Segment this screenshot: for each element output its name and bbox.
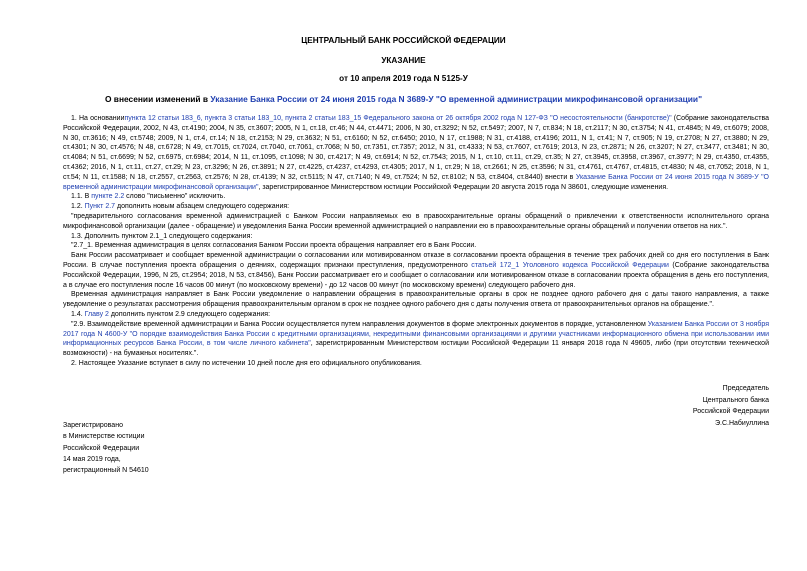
registration-line: Российской Федерации [63, 444, 140, 452]
p11-text-b: слово "письменно" исключить. [124, 193, 226, 201]
paragraph-1-3: 1.3. Дополнить пунктом 2.1_1 следующего содержания: [71, 232, 253, 240]
p1-law-link[interactable]: пункта 12 статьи 183_6, пункта 3 статьи 183_10, пункта 2 статьи 183_15 Федерального закона от 26 октября 2002 года N 127-ФЗ "О несостоятельности (банкротстве)" [124, 115, 672, 122]
doc-type-heading: УКАЗАНИЕ [381, 56, 426, 65]
paragraph-2: 2. Настоящее Указание вступает в силу по истечении 10 дней после дня его официального опубликования. [71, 359, 422, 367]
p14-text-a: 1.4. [71, 310, 85, 318]
registration-line: 14 мая 2019 года, [63, 455, 121, 463]
p14q-text-a: "2.9. Взаимодействие временной администрации и Банка России осуществляется путем направления документов в форме электронных документов в порядке, установленном [71, 320, 648, 328]
p14q-text-b: , зарегистрированным Министерством юстиции Российской Федерации 11 января 2018 года N 49605, либо (при отсутствии технической возможности) - на бумажных носителях.". [63, 340, 769, 358]
signature-line: Российской Федерации [692, 408, 769, 416]
registration-line: в Министерстве юстиции [63, 433, 145, 441]
paragraph-2-7-1-c: Временная администрация направляет в Банк России уведомление о направлении обращения в правоохранительные органы в срок не позднее одного рабочего дня с даты такого направления, а также уведомление о результатах рассмотрения обращения правоохранительным органом в срок не позднее одного рабочего дня с даты получения ответа от правоохранительных органов на обращение.". [63, 291, 769, 309]
doc-date-heading: от 10 апреля 2019 года N 5125-У [339, 74, 468, 83]
signature-block [693, 383, 769, 430]
p14-link[interactable]: Главу 2 [84, 310, 109, 318]
signature-line: Центрального банка [702, 396, 769, 404]
p12-text-a: 1.2. [71, 203, 85, 211]
registration-line: Зарегистрировано [63, 422, 123, 429]
bank-name-heading: ЦЕНТРАЛЬНЫЙ БАНК РОССИЙСКОЙ ФЕДЕРАЦИИ [301, 36, 506, 45]
title-link[interactable]: Указание Банка России от 24 июня 2015 года N 3689-У "О временной администрации микрофинансовой организации" [210, 94, 703, 104]
signature-line: Э.С.Набиуллина [714, 420, 769, 428]
paragraph-2-9 [63, 320, 769, 359]
paragraph-1-1 [63, 192, 769, 202]
document-title [40, 95, 767, 105]
p1-directive-link[interactable]: Указание Банка России от 24 июня 2015 года N 3689-У "О временной администрации микрофинансовой организации" [63, 173, 769, 191]
p1-text-c: , зарегистрированное Министерством юстиции Российской Федерации 20 августа 2015 года N 38601, следующие изменения. [258, 183, 669, 191]
paragraph-1 [63, 114, 769, 192]
paragraph-2-7-1-b [63, 251, 769, 290]
paragraph-1-2 [63, 202, 769, 212]
registration-line: регистрационный N 54610 [63, 467, 149, 475]
p13b-text-b: (Собрание законодательства Российской Федерации, 1996, N 25, ст.2954; 2018, N 53, ст.8456), Банк России рассматривает его и сообщает о согласовании или мотивированном отказе в согласовании проекта обращения в день его поступления, а в случае его поступления после 16 часов 00 минут (по московскому времени) - до 12 часов 00 минут (по московскому времени) следующего рабочего дня. [63, 261, 769, 289]
p1-text-a: 1. На основании [71, 115, 125, 122]
p11-link[interactable]: пункте 2.2 [91, 193, 125, 201]
directive-4600-link[interactable]: Указанием Банка России от 3 ноября 2017 года N 4600-У "О порядке взаимодействия Банка России с кредитными организациями, некредитными финансовыми организациями и другими участниками информационного обмена при использовании ими информационных ресурсов Банка России, в том числе личного кабинета" [63, 320, 769, 348]
p11-text-a: 1.1. В [71, 193, 92, 201]
paragraph-1-4 [63, 310, 769, 320]
title-prefix: О внесении изменений в [104, 94, 211, 104]
p12-text-b: дополнить новым абзацем следующего содержания: [115, 203, 290, 211]
paragraph-1-2-quote: "предварительного согласования временной администрацией с Банком России направляемых ею в правоохранительные органы обращений о привлечении к ответственности исполнительного органа микрофинансовой организации (далее - обращение) и уведомления Банка России временной администрацией о направлении ею в правоохранительные органы обращений и получении ответов на них.". [63, 212, 769, 230]
p1-text-b: (Собрание законодательства Российской Федерации, 2002, N 43, ст.4190; 2004, N 35, ст.3607; 2005, N 1, ст.18, ст.46; N 44, ст.4471; 2006, N 30, ст.3292; N 52, ст.5497; 2007, N 7, ст.834; N 18, ст.2117; N 30, ст.3754; N 41, ст.4845; N 49, ст.6079; 2008, N 30, ст.3616; N 49, ст.5748; 2009, N 1, ст.4, ст.14; N 18, ст.2153; N 29, ст.3632; N 51, ст.6160; N 52, ст.6450; 2010, N 17, ст.1988; N 31, ст.4188, ст.4196; 2011, N 1, ст.41; N 7, ст.905; N 19, ст.2708; N 27, ст.3880; N 29, ст.4301; N 30, ст.4576; N 48, ст.6728; N 49, ст.7015, ст.7024, ст.7040, ст.7061, ст.7068; N 50, ст.7351, ст.7357; 2012, N 31, ст.4333; N 53, ст.7607, ст.7619; 2013, N 23, ст.2871; N 26, ст.3207; N 27, ст.3477, ст.3481; N 30, ст.4084; N 51, ст.6699; N 52, ст.6975, ст.6984; 2014, N 11, ст.1095, ст.1098; N 30, ст.4217; N 49, ст.6914; N 52, ст.7543; 2015, N 1, ст.10, ст.11, ст.29, ст.35; N 27, ст.3945, ст.3958, ст.3967, ст.3977; N 29, ст.4350, ст.4355, ст.4362; 2016, N 1, ст.11, ст.27, ст.29; N 23, ст.3296; N 26, ст.3891; N 27, ст.4225, ст.4237, ст.4293, ст.4305; 2017, N 1, ст.29; N 18, ст.2661; N 25, ст.3596; N 31, ст.4761, ст.4767, ст.4815, ст.4830; N 48, ст.7052; 2018, N 1, ст.54; N 11, ст.1588; N 18, ст.2557, ст.2563, ст.2576; N 28, ст.4139; N 32, ст.5115; N 47, ст.7140; N 49, ст.7524; N 52, ст.8102; N 53, ст.8404, ст.8440) внести в [63, 115, 769, 181]
p14-text-b: дополнить пунктом 2.9 следующего содержания: [108, 310, 271, 318]
signature-line: Председатель [722, 385, 769, 392]
registration-block [63, 420, 149, 476]
criminal-code-link[interactable]: статьей 172_1 Уголовного кодекса Российской Федерации [471, 261, 669, 269]
p12-link[interactable]: Пункт 2.7 [84, 203, 116, 211]
p13b-text-a: Банк России рассматривает и сообщает временной администрации о согласовании или мотивированном отказе в согласовании проекта обращения в течение трех рабочих дней со дня его поступления в Банк России. В случае поступления проекта обращения о деяниях, содержащих признаки преступления, предусмотренного [63, 252, 769, 269]
paragraph-2-7-1: "2.7_1. Временная администрация в целях согласования Банком России проекта обращения направляет его в Банк России. [71, 242, 477, 250]
document-body [63, 114, 769, 369]
